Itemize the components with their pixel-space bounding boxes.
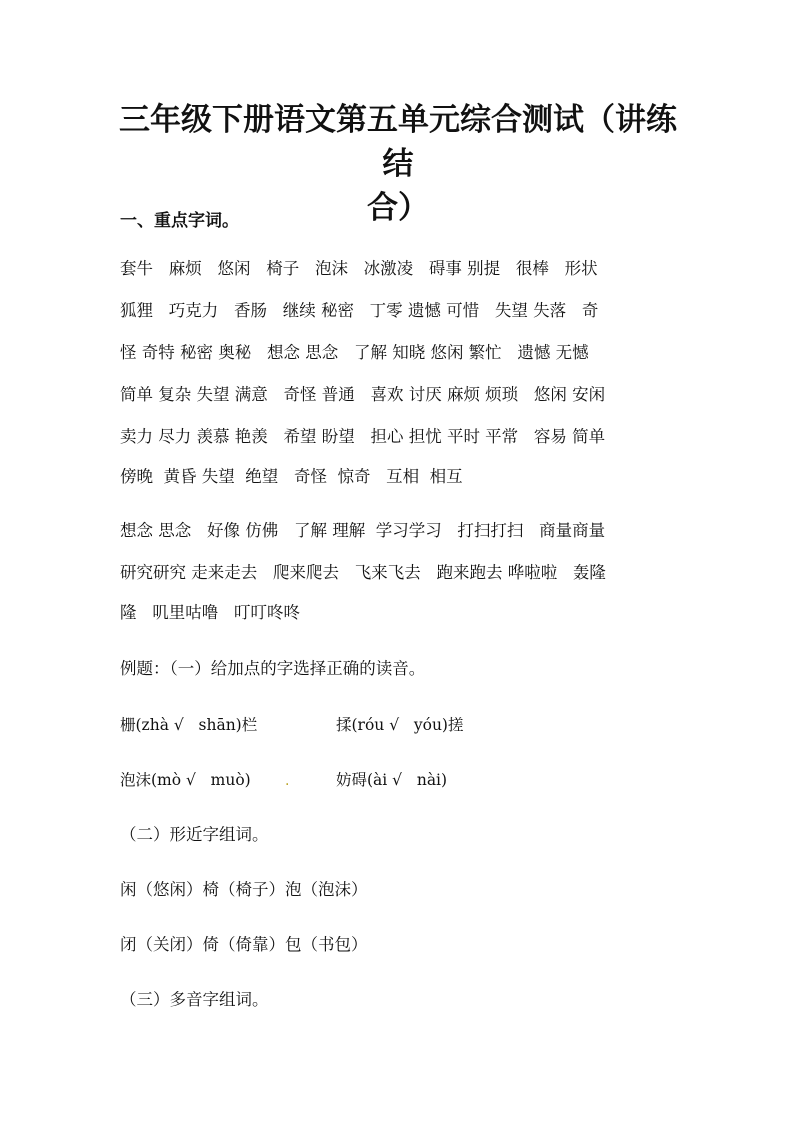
emphasis-dot: . bbox=[285, 773, 290, 789]
subsection-heading: （二）形近字组词。 bbox=[120, 825, 269, 844]
vocab-line: 狐狸 巧克力 香肠 继续 秘密 丁零 遗憾 可惜 失望 失落 奇 bbox=[120, 301, 599, 320]
vocab-line: 想念 思念 好像 仿佛 了解 理解 学习学习 打扫打扫 商量商量 bbox=[120, 521, 606, 540]
vocab-line: 卖力 尽力 羡慕 艳羡 希望 盼望 担心 担忧 平时 平常 容易 简单 bbox=[120, 427, 606, 446]
pinyin-question: 栅(zhà √ shān)栏 bbox=[120, 716, 258, 734]
word-group-line: 闲（悠闲）椅（椅子）泡（泡沫） bbox=[120, 880, 368, 899]
title-line-2: 合） bbox=[367, 190, 429, 226]
title-line-1: 三年级下册语文第五单元综合测试（讲练结 bbox=[119, 102, 677, 182]
section-heading-key-words: 一、重点字词。 bbox=[120, 211, 239, 231]
vocab-line: 怪 奇特 秘密 奥秘 想念 思念 了解 知晓 悠闲 繁忙 遗憾 无憾 bbox=[120, 343, 589, 362]
pinyin-question: 揉(róu √ yóu)搓 bbox=[336, 716, 464, 734]
pinyin-question: 妨碍(ài √ nài) bbox=[336, 771, 448, 789]
vocab-line: 套牛 麻烦 悠闲 椅子 泡沫 冰激凌 碍事 别提 很棒 形状 bbox=[120, 259, 598, 278]
vocab-line: 研究研究 走来走去 爬来爬去 飞来飞去 跑来跑去 哗啦啦 轰隆 bbox=[120, 563, 606, 582]
vocab-line: 简单 复杂 失望 满意 奇怪 普通 喜欢 讨厌 麻烦 烦琐 悠闲 安闲 bbox=[120, 385, 606, 404]
vocab-line: 傍晚 黄昏 失望 绝望 奇怪 惊奇 互相 相互 bbox=[120, 467, 463, 486]
pinyin-question: 泡沫(mò √ muò) bbox=[120, 771, 251, 789]
subsection-heading: （三）多音字组词。 bbox=[120, 990, 269, 1009]
word-group-line: 闭（关闭）倚（倚靠）包（书包） bbox=[120, 935, 368, 954]
vocab-line: 隆 叽里咕噜 叮叮咚咚 bbox=[120, 603, 300, 622]
example-intro: 例题：（一）给加点的字选择正确的读音。 bbox=[120, 659, 426, 678]
